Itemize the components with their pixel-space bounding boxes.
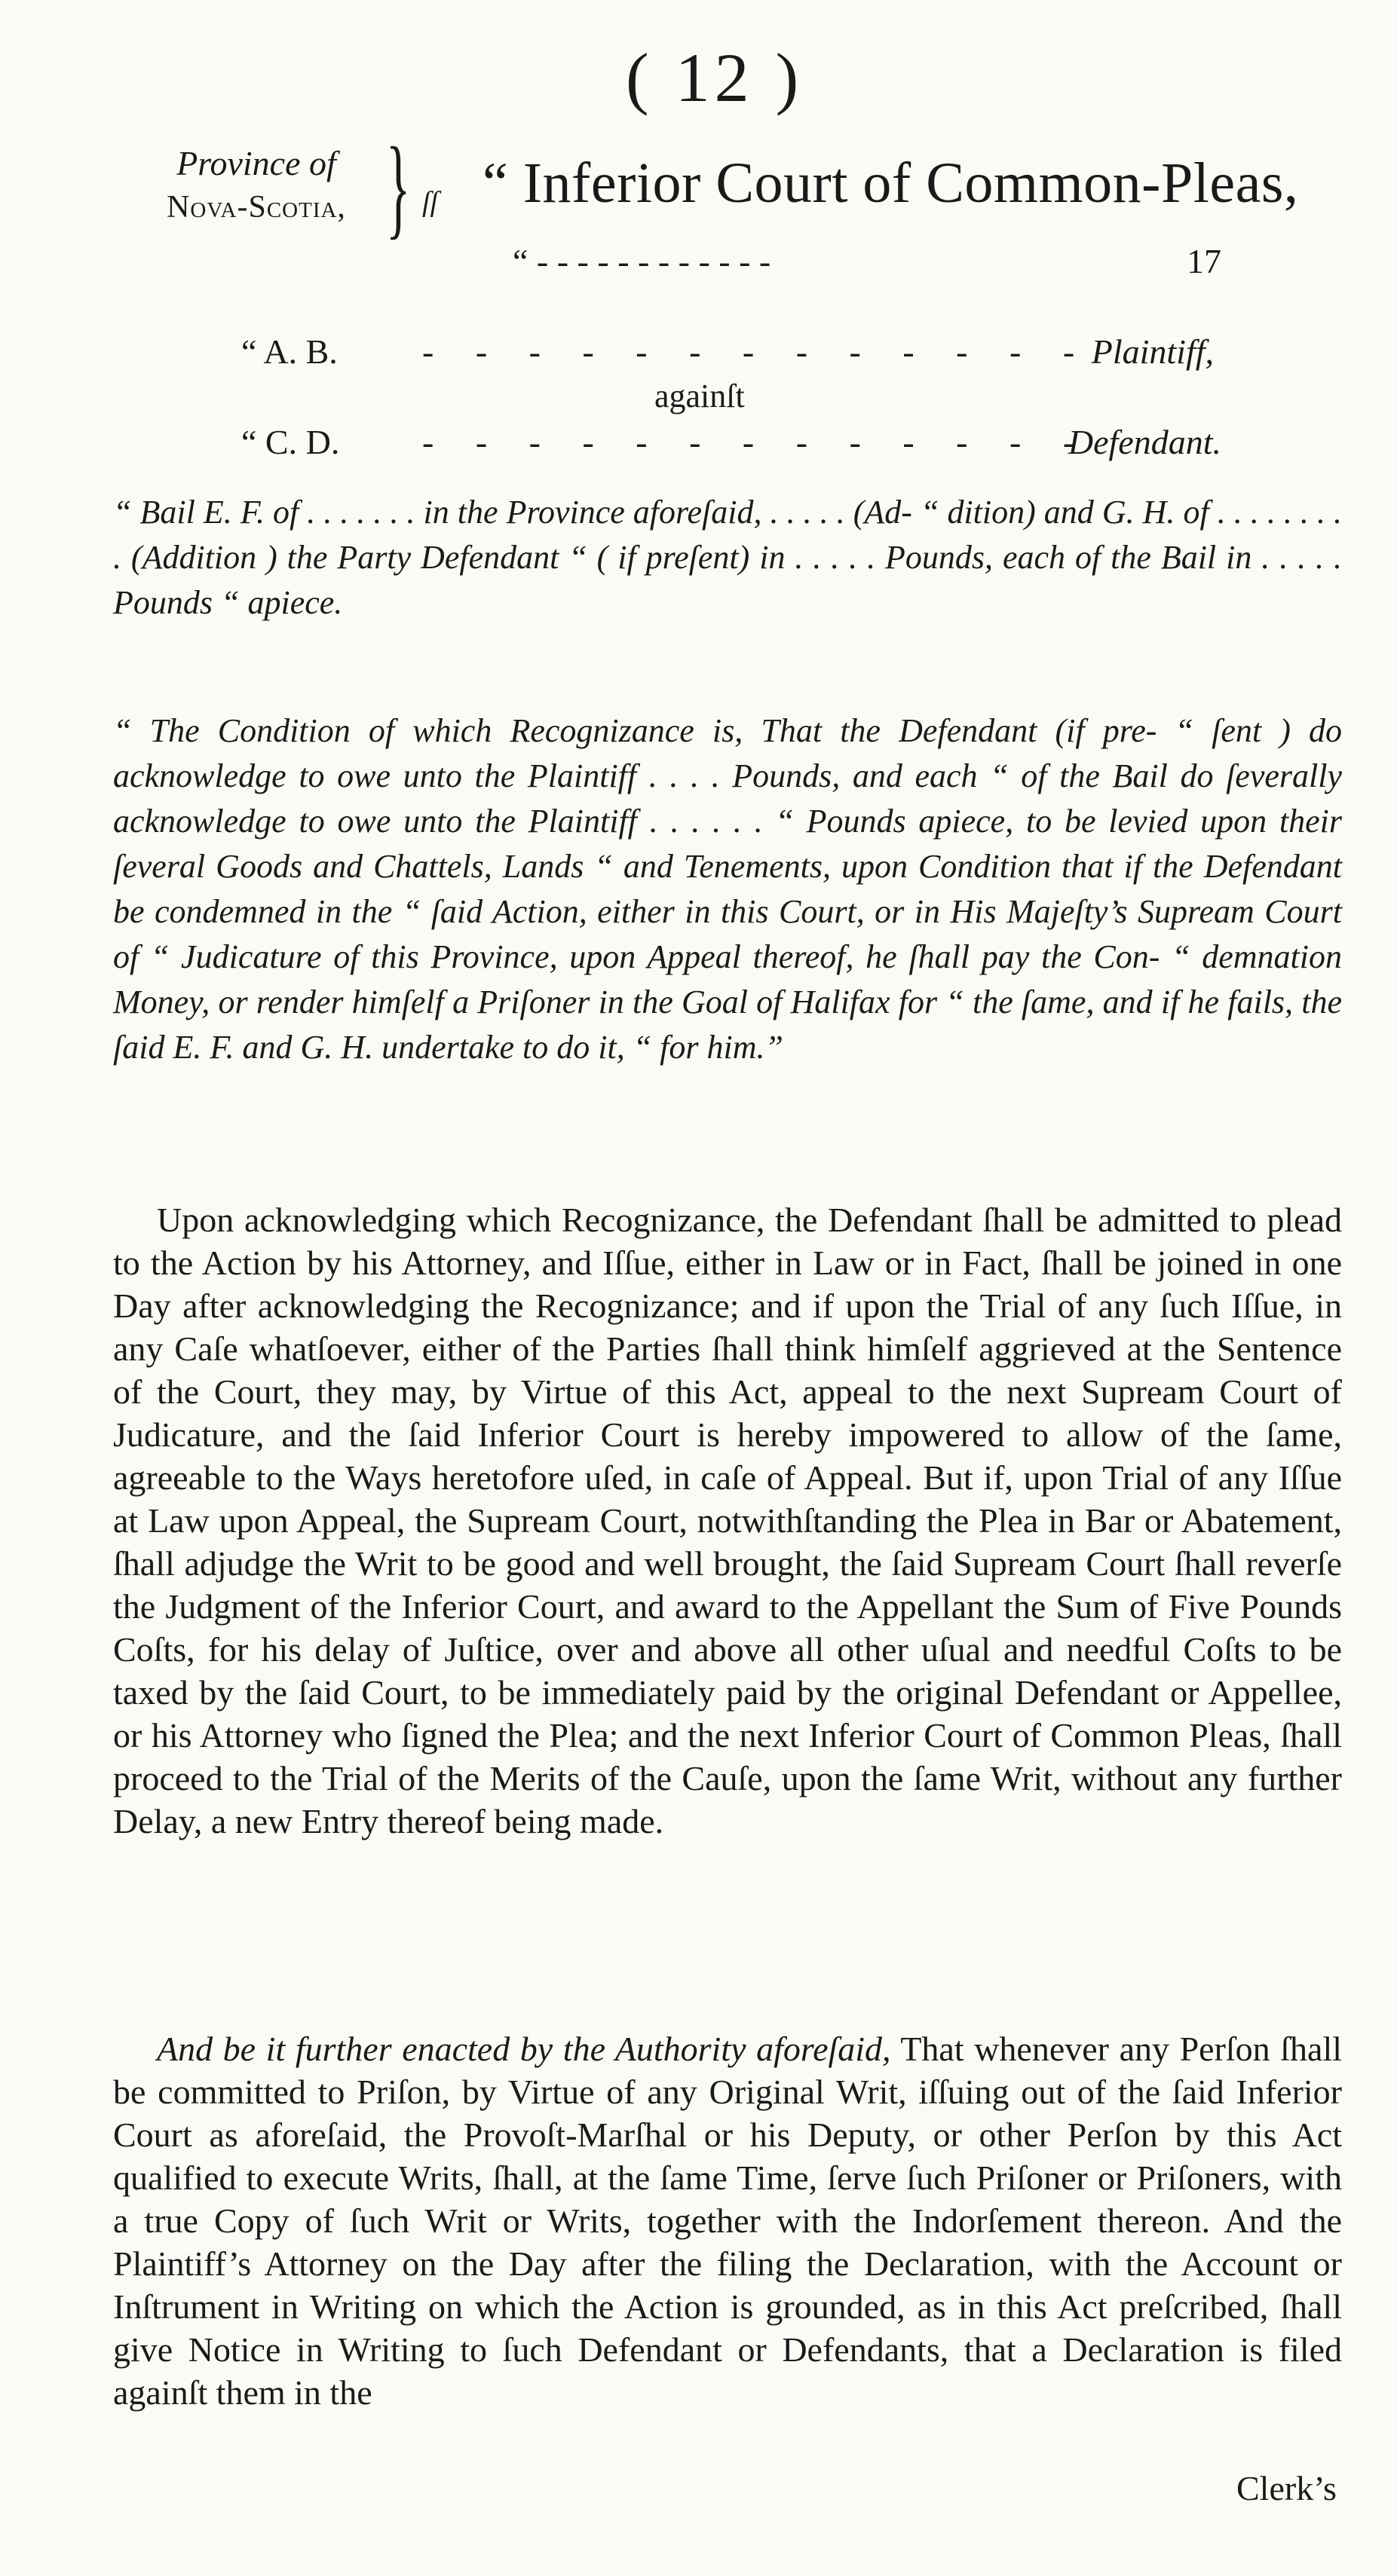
plaintiff-dashes: - - - - - - - - - - - - - — [422, 332, 1092, 371]
plaintiff-line — [241, 332, 1214, 377]
defendant-line — [241, 422, 1221, 467]
defendant-dashes: - - - - - - - - - - - - - — [422, 423, 1092, 461]
ss-mark: ſſ — [422, 186, 439, 218]
condition-paragraph: “ The Condition of which Recognizance is, That the Defendant (if pre- “ ſent ) do acknowledge to owe unto the Plaintiff . . . . Pounds, and each “ of the Bail do ſeverally acknowledge to owe unto the Plaintiff . . . . . . “ Pounds apiece, to be levied upon their ſeveral Goods and Chattels, Lands “ and Tenements, upon Condition that if the Defendant be condemned in the “ ſaid Action, either in this Court, or in His Majeſty’s Supream Court of “ Judicature of this Province, upon Appeal thereof, he ſhall pay the Con- “ demnation Money, or render himſelf a Priſoner in the Goal of Halifax for “ the ſame, and if he fails, the ſaid E. F. and G. H. undertake to do it, “ for him.” — [113, 712, 1342, 1066]
plaintiff-name: “ A. B. — [241, 332, 338, 371]
province-heading — [121, 142, 392, 229]
enacted-lead: And be it further enacted by the Authority aforeſaid, — [157, 2030, 891, 2068]
against-label: againſt — [654, 378, 745, 415]
brace-glyph: } — [386, 124, 411, 249]
year-prefix: 17 — [1187, 242, 1221, 280]
page-number: ( 12 ) — [626, 39, 804, 116]
province-line-1: Province of — [176, 144, 336, 182]
court-title: “ Inferior Court of Common-Pleas, — [483, 151, 1299, 215]
date-line — [513, 241, 1221, 281]
date-line-dashes: “ - - - - - - - - - - - - — [513, 242, 771, 280]
province-line-2: Nova-Scotia, — [167, 190, 346, 225]
enacted-paragraph — [113, 2027, 1342, 2414]
defendant-role: Defendant. — [1068, 423, 1221, 461]
plaintiff-role: Plaintiff, — [1091, 332, 1214, 371]
enacted-rest: That whenever any Perſon ſhall be committed to Priſon, by Virtue of any Original Writ, iſſuing out of the ſaid Inferior Court as aforeſaid, the Provoſt-Marſhal or his Deputy, or other Perſon by this Act qualified to execute Writs, ſhall, at the ſame Time, ſerve ſuch Priſoner or Priſoners, with a true Copy of ſuch Writ or Writs, together with the Indorſement thereon. And the Plaintiff’s Attorney on the Day after the filing the Declaration, with the Account or Inſtrument in Writing on which the Action is grounded, as in this Act preſcribed, ſhall give Notice in Writing to ſuch Defendant or Defendants, that a Declaration is filed againſt them in the — [113, 2030, 1343, 2412]
recognizance-paragraph: Upon acknowledging which Recognizance, the Defendant ſhall be admitted to plead to the Action by his Attorney, and Iſſue, either in Law or in Fact, ſhall be joined in one Day after acknowledging the Recognizance; and if upon the Trial of any ſuch Iſſue, in any Caſe whatſoever, either of the Parties ſhall think himſelf aggrieved at the Sentence of the Court, they may, by Virtue of this Act, appeal to the next Supream Court of Judicature, and the ſaid Inferior Court is hereby impowered to allow of the ſame, agreeable to the Ways heretofore uſed, in caſe of Appeal. But if, upon Trial of any Iſſue at Law upon Appeal, the Supream Court, notwithſtanding the Plea in Bar or Abatement, ſhall adjudge the Writ to be good and well brought, the ſaid Supream Court ſhall reverſe the Judgment of the Inferior Court, and award to the Appellant the Sum of Five Pounds Coſts, for his delay of Juſtice, over and above all other uſual and needful Coſts to be taxed by the ſaid Court, to be immediately paid by the original Defendant or Appellee, or his Attorney who ſigned the Plea; and the next Inferior Court of Common Pleas, ſhall proceed to the Trial of the Merits of the Cauſe, upon the ſame Writ, without any further Delay, a new Entry thereof being made. — [113, 1201, 1342, 1840]
defendant-name: “ C. D. — [241, 423, 340, 461]
catchword: Clerk’s — [1236, 2469, 1337, 2507]
bail-paragraph: “ Bail E. F. of . . . . . . . in the Province aforeſaid, . . . . . (Ad- “ dition) and G. H. of . . . . . . . . . (Addition ) the Party Defendant “ ( if preſent) in . . . . . Pounds, each of the Bail in . . . . . Pounds “ apiece. — [113, 494, 1342, 621]
